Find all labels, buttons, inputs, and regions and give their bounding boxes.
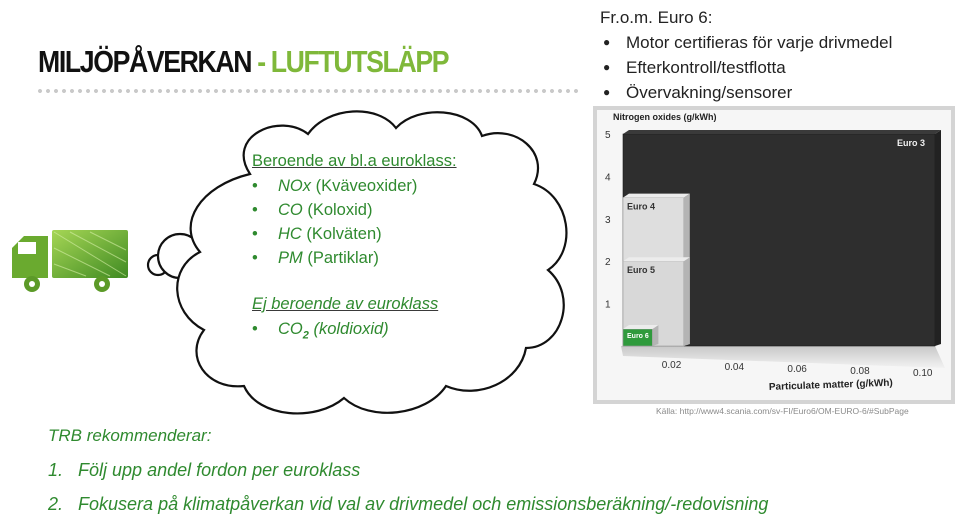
pollutant-abbr: CO [278,201,303,219]
pollutant-abbr: HC [278,225,302,243]
bar-top [623,194,690,198]
recommendation-number: 2. [48,494,64,514]
x-tick-label: 0.04 [724,362,745,373]
list-item-text: Övervakning/sensorer [626,83,793,102]
y-tick-label: 5 [605,130,611,141]
chart-title: Nitrogen oxides (g/kWh) [613,112,717,122]
bar-side [684,257,690,346]
source-citation: Källa: http://www4.scania.com/sv-FI/Euro6/OM-EURO-6/#SubPage [656,406,909,416]
co2-main: CO [278,320,303,338]
cloud-heading: Beroende av bl.a euroklass: [252,152,457,170]
emission-chart-svg [593,106,955,404]
list-item: • $CO_2$ (koldioxid) [252,320,389,342]
cloud-heading-2: Ej beroende av euroklass [252,295,439,313]
pollutant-desc: (Kväveoxider) [311,177,418,195]
x-tick-label: 0.10 [913,368,933,379]
bar-side [935,130,941,346]
recommendation-number: 1. [48,460,64,480]
co2-sub: 2 [302,329,309,342]
list-item: • NOx (Kväveoxider) [252,177,418,195]
list-item: • CO (Koloxid) [252,201,373,219]
emission-chart [593,106,955,409]
euro6-heading: Fr.o.m. Euro 6: [600,8,713,27]
page-title [38,44,448,80]
bar-label: Euro 6 [627,333,649,341]
recommendation-item [48,494,768,515]
y-tick-label: 4 [605,172,611,184]
list-item-text: Efterkontroll/testflotta [626,58,786,77]
title-sub: - LUFTUTSLÄPP [251,44,449,79]
list-item-text: Motor certifieras för varje drivmedel [626,33,893,52]
euro6-list [600,6,892,105]
recommendation-item [48,460,360,481]
bar-label: Euro 5 [627,265,656,276]
recommendation-text: Fokusera på klimatpåverkan vid val av drivmedel och emissionsberäkning/-redovisning [78,494,769,514]
pollutant-abbr: NOx [278,177,311,195]
x-tick-label: 0.02 [661,360,682,371]
thought-cloud [130,100,600,437]
bar-top [623,325,658,329]
bar-label: Euro 4 [627,201,656,212]
y-tick-label: 3 [605,214,611,226]
x-tick-label: 0.08 [850,366,870,377]
list-item: ● Efterkontroll/testflotta [603,58,786,77]
y-tick-label: 2 [605,257,611,269]
leaf-truck-icon [10,228,130,299]
recommendations-heading: TRB rekommenderar: [48,426,212,445]
bar-top [623,130,941,134]
co2-desc: (koldioxid) [308,320,389,338]
list-item: ● Motor certifieras för varje drivmedel [603,33,893,52]
list-item: • HC (Kolväten) [252,225,382,243]
x-tick-label: 0.06 [787,364,807,375]
pollutant-abbr: PM [278,249,303,267]
y-tick-label: 1 [605,299,611,311]
bar-top [623,257,690,261]
list-item: • PM (Partiklar) [252,249,379,267]
recommendation-text: Följ upp andel fordon per euroklass [78,460,361,480]
pollutant-desc: (Koloxid) [302,201,373,219]
title-main: MILJÖPÅVERKAN [38,44,252,79]
bar-label: Euro 3 [897,138,926,148]
dotted-divider [36,88,582,94]
x-axis-label: Particulate matter (g/kWh) [768,377,893,393]
pollutant-desc: (Kolväten) [301,225,382,243]
pollutant-desc: (Partiklar) [302,249,379,267]
list-item: ● Övervakning/sensorer [603,83,793,102]
